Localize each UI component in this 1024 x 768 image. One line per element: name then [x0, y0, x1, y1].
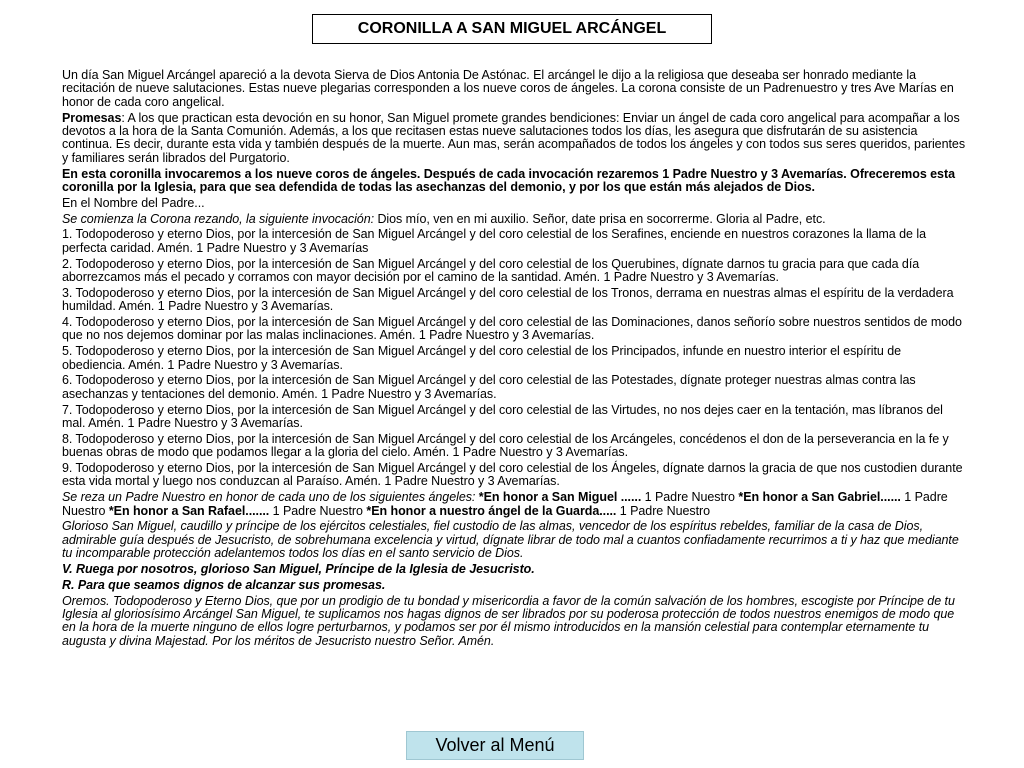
salutation-6: 6. Todopoderoso y eterno Dios, por la intercesión de San Miguel Arcángel y del coro celestial de las Potestades, dígnate proteger nuestras almas contra las asechanzas y tentaciones del demonio. Amén. 1 Padre Nuestro y 3 Avemarías. [62, 373, 916, 401]
oremos-paragraph: Oremos. Todopoderoso y Eterno Dios, que por un prodigio de tu bondad y misericordia a favor de la común salvación de los hombres, escogiste por Príncipe de tu Iglesia al gloriosísimo Arcángel San Miguel, te suplicamos nos hagas dignos de ser librados por su poderosa protección de todos nuestros enemigos de modo que en la hora de la muerte ninguno de ellos logre perturbarnos, y podamos ser por él mismo introducidos en la mansión celestial para contemplar eternamente tu augusta y divina Majestad. Por los méritos de Jesucristo nuestro Señor. Amén. [62, 593, 955, 648]
honor-paragraph [62, 491, 966, 518]
promesas-label: Promesas [62, 110, 122, 125]
versicle-paragraph [62, 563, 966, 576]
invocation-text: Dios mío, ven en mi auxilio. Señor, date prisa en socorrerme. Gloria al Padre, etc. [374, 211, 826, 226]
promesas-paragraph [62, 112, 966, 166]
honor-rafael: *En honor a San Rafael....... [108, 503, 270, 518]
salutation-1: 1. Todopoderoso y eterno Dios, por la intercesión de San Miguel Arcángel y del coro celestial de los Serafines, enciende en nuestros corazones la llama de la perfecta caridad. Amén. 1 Padre Nuestro y 3 Avemarías [62, 227, 926, 255]
bold-intro-paragraph [62, 168, 966, 195]
page-title [312, 14, 712, 44]
honor-pn-3: 1 Padre Nuestro [269, 503, 367, 518]
honor-pn-4: 1 Padre Nuestro [616, 503, 711, 518]
promesas-text: : A los que practican esta devoción en su honor, San Miguel promete grandes bendiciones: Enviar un ángel de cada coro angelical para acompañar a los devotos a la hora de la Santa Comunión. Además, a los que recitasen estas nueve salutaciones todos los días, les asegura que disfrutarán de su asistencia continua. Es decir, durante esta vida y también después de la muerte. Aun mas, serán acompañados de todos los ángeles y con todos sus seres queridos, parientes y familiares serán librados del Purgatorio. [62, 110, 966, 165]
salutation-9: 9. Todopoderoso y eterno Dios, por la intercesión de San Miguel Arcángel y del coro celestial de los Ángeles, dígnate darnos la gracia de que nos custodien durante esta vida mortal y luego nos conduzcan al Paraíso. Amén. 1 Padre Nuestro y 3 Avemarías. [62, 461, 963, 489]
honor-gabriel: *En honor a San Gabriel...... [738, 490, 901, 505]
salutation-8: 8. Todopoderoso y eterno Dios, por la intercesión de San Miguel Arcángel y del coro celestial de los Arcángeles, concédenos el don de la perseverancia en la fe y buenas obras de modo que podamos llegar a la gloria del cielo. Amén. 1 Padre Nuestro y 3 Avemarías. [62, 431, 949, 460]
honor-pn-2: 1 Padre Nuestro [62, 490, 948, 518]
bold-intro-text: En esta coronilla invocaremos a los nueve coros de ángeles. Después de cada invocación rezaremos 1 Padre Nuestro y 3 Avemarías. Ofreceremos esta coronilla por la Iglesia, para que sea defendida de todas las asechanzas del demonio, y por los que están más alejados de Dios. [62, 166, 955, 195]
honor-intro: Se reza un Padre Nuestro en honor de cada uno de los siguientes ángeles: [62, 490, 476, 505]
honor-guarda: *En honor a nuestro ángel de la Guarda..... [366, 503, 617, 518]
back-to-menu-label: Volver al Menú [435, 735, 555, 755]
honor-pn-1: 1 Padre Nuestro [641, 490, 739, 505]
salutation-7: 7. Todopoderoso y eterno Dios, por la intercesión de San Miguel Arcángel y del coro celestial de las Virtudes, no nos dejes caer en la tentación, mas líbranos del mal. Amén. 1 Padre Nuestro y 3 Avemarías. [62, 402, 943, 431]
invocation-italic: Se comienza la Corona rezando, la siguiente invocación: [62, 211, 375, 226]
salutation-5: 5. Todopoderoso y eterno Dios, por la intercesión de San Miguel Arcángel y del coro celestial de los Principados, infunde en nuestro interior el espíritu de obediencia. Amén. 1 Padre Nuestro y 3 Avemarías. [62, 344, 901, 372]
nombre-padre-paragraph: En el Nombre del Padre... [62, 195, 205, 210]
salutation-4: 4. Todopoderoso y eterno Dios, por la intercesión de San Miguel Arcángel y del coro celestial de las Dominaciones, danos señorío sobre nuestros sentidos de modo que no nos dejemos dominar por las malas inclinaciones. Amén. 1 Padre Nuestro y 3 Avemarías. [62, 315, 962, 343]
response-text: R. Para que seamos dignos de alcanzar sus promesas. [62, 577, 386, 592]
glorioso-paragraph: Glorioso San Miguel, caudillo y príncipe de los ejércitos celestiales, fiel custodio de las almas, vencedor de los espíritus rebeldes, familiar de la casa de Dios, admirable guía después de Jesucristo, de sobrehumana excelencia y virtud, dígnate librar de todo mal a cuantos confiadamente recurrimos a ti y haz que mediante tu incomparable protección adelantemos todos los días en el santo servicio de Dios. [62, 519, 959, 561]
page-title-text: CORONILLA A SAN MIGUEL ARCÁNGEL [357, 20, 667, 37]
versicle-text: V. Ruega por nosotros, glorioso San Miguel, Príncipe de la Iglesia de Jesucristo. [62, 562, 535, 577]
intro-paragraph: Un día San Miguel Arcángel apareció a la devota Sierva de Dios Antonia De Astónac. El arcángel le dijo a la religiosa que deseaba ser honrado mediante la recitación de nueve salutaciones. Estas nueve plegarias corresponden a los nueve coros de ángeles. La corona consiste de un Padrenuestro y tres Ave Marías en honor de cada coro angelical. [62, 68, 954, 109]
prayer-text [62, 69, 966, 651]
salutation-2: 2. Todopoderoso y eterno Dios, por la intercesión de San Miguel Arcángel y del coro celestial de los Querubines, dígnate darnos tu gracia para que cada día aborrezcamos más el pecado y corramos con mayor decisión por el camino de la santidad. Amén. 1 Padre Nuestro y 3 Avemarías. [62, 256, 920, 285]
back-to-menu-button[interactable] [406, 731, 584, 760]
invocation-paragraph [62, 213, 966, 226]
salutation-3: 3. Todopoderoso y eterno Dios, por la intercesión de San Miguel Arcángel y del coro celestial de los Tronos, derrama en nuestras almas el espíritu de la verdadera humildad. Amén. 1 Padre Nuestro y 3 Avemarías. [62, 285, 954, 314]
honor-miguel: *En honor a San Miguel ...... [475, 490, 642, 505]
response-paragraph [62, 579, 966, 592]
